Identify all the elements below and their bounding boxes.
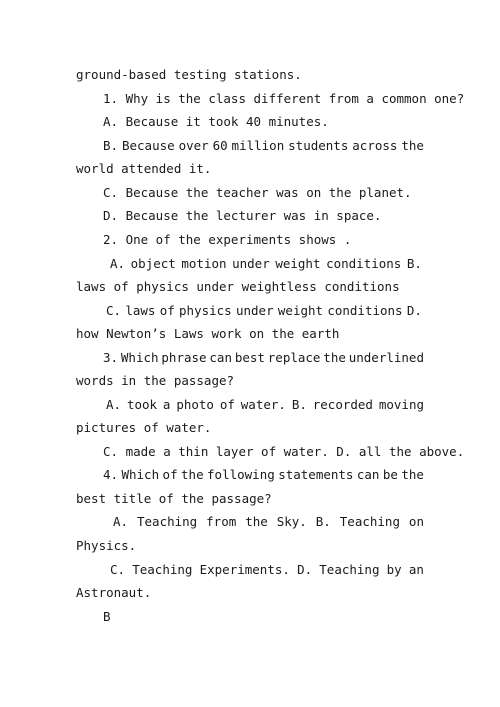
question-3 xyxy=(103,350,424,366)
word: of xyxy=(219,397,235,412)
text-line: Physics. xyxy=(76,538,137,553)
word: over xyxy=(178,138,209,153)
text-line: ground-based testing stations. xyxy=(76,67,302,82)
word: water. xyxy=(240,397,286,412)
word: can xyxy=(209,350,232,365)
word: recorded xyxy=(312,397,373,412)
word: Because xyxy=(121,138,175,153)
word: took xyxy=(126,397,158,412)
word: can xyxy=(356,467,380,482)
word: under xyxy=(232,256,270,271)
question-1: 1. Why is the class different from a common one? xyxy=(103,91,465,106)
word: C. xyxy=(106,303,122,318)
word: the xyxy=(245,514,268,529)
word: A. xyxy=(106,397,122,412)
question-1-option-d: D. Because the lecturer was in space. xyxy=(103,208,382,223)
answer-key: B xyxy=(103,609,111,624)
word: the xyxy=(181,467,204,482)
word: D. xyxy=(406,303,422,318)
word: Teaching xyxy=(339,514,400,529)
question-1-option-a: A. Because it took 40 minutes. xyxy=(103,114,329,129)
word: B. xyxy=(406,256,422,271)
word: the xyxy=(323,350,346,365)
word: a xyxy=(162,397,171,412)
word: students xyxy=(288,138,349,153)
word: the xyxy=(401,138,424,153)
question-2-options-ab xyxy=(110,256,422,272)
word: Which xyxy=(121,467,160,482)
question-3-options-ab xyxy=(106,397,424,413)
question-4-options-ab xyxy=(113,514,424,530)
word: A. xyxy=(110,256,126,271)
word: of xyxy=(159,303,175,318)
word: 3. xyxy=(103,350,119,365)
question-3-options-cd: C. made a thin layer of water. D. all the above. xyxy=(103,444,465,459)
word: moving xyxy=(378,397,424,412)
text-line: best title of the passage? xyxy=(76,491,272,506)
word: object xyxy=(130,256,176,271)
word: underlined xyxy=(348,350,424,365)
question-2: 2. One of the experiments shows . xyxy=(103,232,352,247)
text-line: world attended it. xyxy=(76,161,212,176)
word: motion xyxy=(181,256,227,271)
word: from xyxy=(206,514,237,529)
word: on xyxy=(408,514,424,529)
word: B. xyxy=(103,138,119,153)
word: C. xyxy=(110,562,126,577)
word: laws xyxy=(125,303,156,318)
question-2-options-cd xyxy=(106,303,422,319)
word: an xyxy=(408,562,424,577)
question-4-options-cd xyxy=(110,562,424,578)
word: million xyxy=(231,138,285,153)
text-line: how Newton’s Laws work on the earth xyxy=(76,326,340,341)
word: under xyxy=(235,303,274,318)
word: weight xyxy=(277,303,324,318)
word: be xyxy=(382,467,398,482)
word: 60 xyxy=(212,138,228,153)
word: conditions xyxy=(326,256,402,271)
word: physics xyxy=(179,303,232,318)
text-line: pictures of water. xyxy=(76,420,212,435)
word: weight xyxy=(275,256,321,271)
text-line: laws of physics under weightless conditions xyxy=(76,279,400,294)
word: replace xyxy=(267,350,321,365)
word: phrase xyxy=(161,350,207,365)
question-1-option-c: C. Because the teacher was on the planet. xyxy=(103,185,412,200)
word: conditions xyxy=(327,303,403,318)
word: of xyxy=(162,467,178,482)
word: photo xyxy=(176,397,214,412)
text-line: words in the passage? xyxy=(76,373,235,388)
word: 4. xyxy=(103,467,119,482)
word: D. xyxy=(297,562,313,577)
question-4 xyxy=(103,467,424,483)
word: the xyxy=(401,467,424,482)
word: across xyxy=(352,138,398,153)
word: following xyxy=(207,467,275,482)
question-1-option-b xyxy=(103,138,424,154)
word: best xyxy=(234,350,265,365)
word: Teaching xyxy=(137,514,198,529)
word: Which xyxy=(120,350,159,365)
text-line: Astronaut. xyxy=(76,585,152,600)
word: Teaching xyxy=(132,562,193,577)
word: Teaching xyxy=(319,562,380,577)
word: statements xyxy=(278,467,354,482)
word: Sky. xyxy=(276,514,307,529)
word: B. xyxy=(315,514,331,529)
word: B. xyxy=(291,397,307,412)
word: A. xyxy=(113,514,129,529)
word: by xyxy=(386,562,402,577)
word: Experiments. xyxy=(199,562,290,577)
